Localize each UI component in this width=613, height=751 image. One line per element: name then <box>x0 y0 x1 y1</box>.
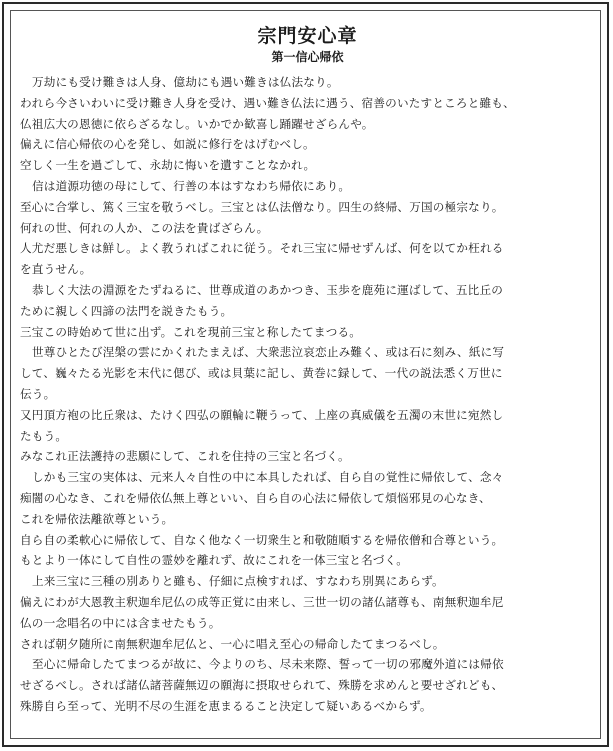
text-line: 仏の一念唱名の中には含ませたもう。 <box>20 615 221 630</box>
text-line: 恭しく大法の淵源をたずねるに、世尊成道のあかつき、玉歩を鹿苑に運ばして、五比丘の <box>32 282 504 297</box>
text-line: 伝う。 <box>20 386 56 401</box>
text-line: して、巍々たる光影を末代に偲び、或は貝葉に記し、黄巻に録して、一代の説法悉く万世に <box>20 366 503 381</box>
text-line: 殊勝自ら至って、光明不尽の生涯を恵まるること決定して疑いあるべからず。 <box>20 698 432 713</box>
text-line: 又円頂方袍の比丘衆は、たけく四弘の願輪に鞭うって、上座の真威儀を五濁の末世に宛然し <box>20 407 504 422</box>
text-line: しかも三宝の実体は、元来人々自性の中に本具したれば、自ら自の覚性に帰依して、念々 <box>32 470 504 485</box>
text-line: これを帰依法離欲尊という。 <box>20 511 174 526</box>
text-line: 至心に帰命したてまつるが故に、今よりのち、尽未来際、誓って一切の邪魔外道には帰依 <box>32 657 504 672</box>
text-line: 仏祖広大の恩徳に依らざるなし。いかでか歓喜し踊躍せざらんや。 <box>20 116 374 131</box>
text-line: 何れの世、何れの人か、この法を貴ばざらん。 <box>20 220 269 235</box>
text-line: 至心に合掌し、篤く三宝を敬うべし。三宝とは仏法僧なり。四生の終帰、万国の極宗なり。 <box>20 199 504 214</box>
text-line: 万劫にも受け難きは人身、億劫にも遇い難きは仏法なり。 <box>32 75 339 89</box>
text-line: 人尤だ悪しきは鮮し。よく教うればこれに従う。それ三宝に帰せずんば、何を以てか枉れる <box>20 241 504 256</box>
text-line: 世尊ひとたび涅槃の雲にかくれたまえば、大衆悲泣哀恋止み難く、或は石に刻み、紙に写 <box>32 345 505 360</box>
text-line: 空しく一生を過ごして、永劫に悔いを遺すことなかれ。 <box>20 158 316 173</box>
text-line: もとより一体にして自性の霊妙を離れず、故にこれを一体三宝と名づく。 <box>20 553 409 568</box>
document-subtitle: 第一信心帰依 <box>271 50 344 64</box>
text-line: 偏えに信心帰依の心を発し、如説に修行をはげむべし。 <box>20 137 315 152</box>
text-line: 上来三宝に三種の別ありと雖も、仔細に点検すれば、すなわち別異にあらず。 <box>32 574 444 589</box>
text-line: 痴闇の心なき、これを帰依仏無上尊といい、自ら自の心法に帰依して煩悩邪見の心なき、 <box>20 490 491 505</box>
text-line: われら今さいわいに受け難き人身を受け、遇い難き仏法に遇う、宿善のいたすところと雖も、 <box>20 95 515 110</box>
document-title: 宗門安心章 <box>257 25 358 47</box>
text-line: されば朝夕随所に南無釈迦牟尼仏と、一心に唱え至心の帰命したてまつるべし。 <box>20 636 445 651</box>
text-line: みなこれ正法護持の悲願にして、これを住持の三宝と名づく。 <box>20 449 350 464</box>
text-line: 三宝この時始めて世に出ず。これを現前三宝と称したてまつる。 <box>20 324 362 339</box>
text-line: 信は道源功徳の母にして、行善の本はすなわち帰依にあり。 <box>32 178 351 193</box>
text-line: せざるべし。されば諸仏諸菩薩無辺の願海に摂取せられて、殊勝を求めんと要せざれども、 <box>20 678 504 693</box>
text-line: を直うせん。 <box>20 262 92 277</box>
text-line: 偏えにわが大恩教主釈迦牟尼仏の成等正覚に由来し、三世一切の諸仏諸尊も、南無釈迦牟尼 <box>20 594 504 609</box>
text-line: 自ら自の柔軟心に帰依して、自なく他なく一切衆生と和敬随順するを帰依僧和合尊という。 <box>20 532 504 547</box>
document-body <box>20 24 595 717</box>
text-line: ために親しく四諦の法門を説きたもう。 <box>20 303 233 318</box>
text-lines <box>20 72 595 717</box>
text-line: たもう。 <box>20 428 68 443</box>
